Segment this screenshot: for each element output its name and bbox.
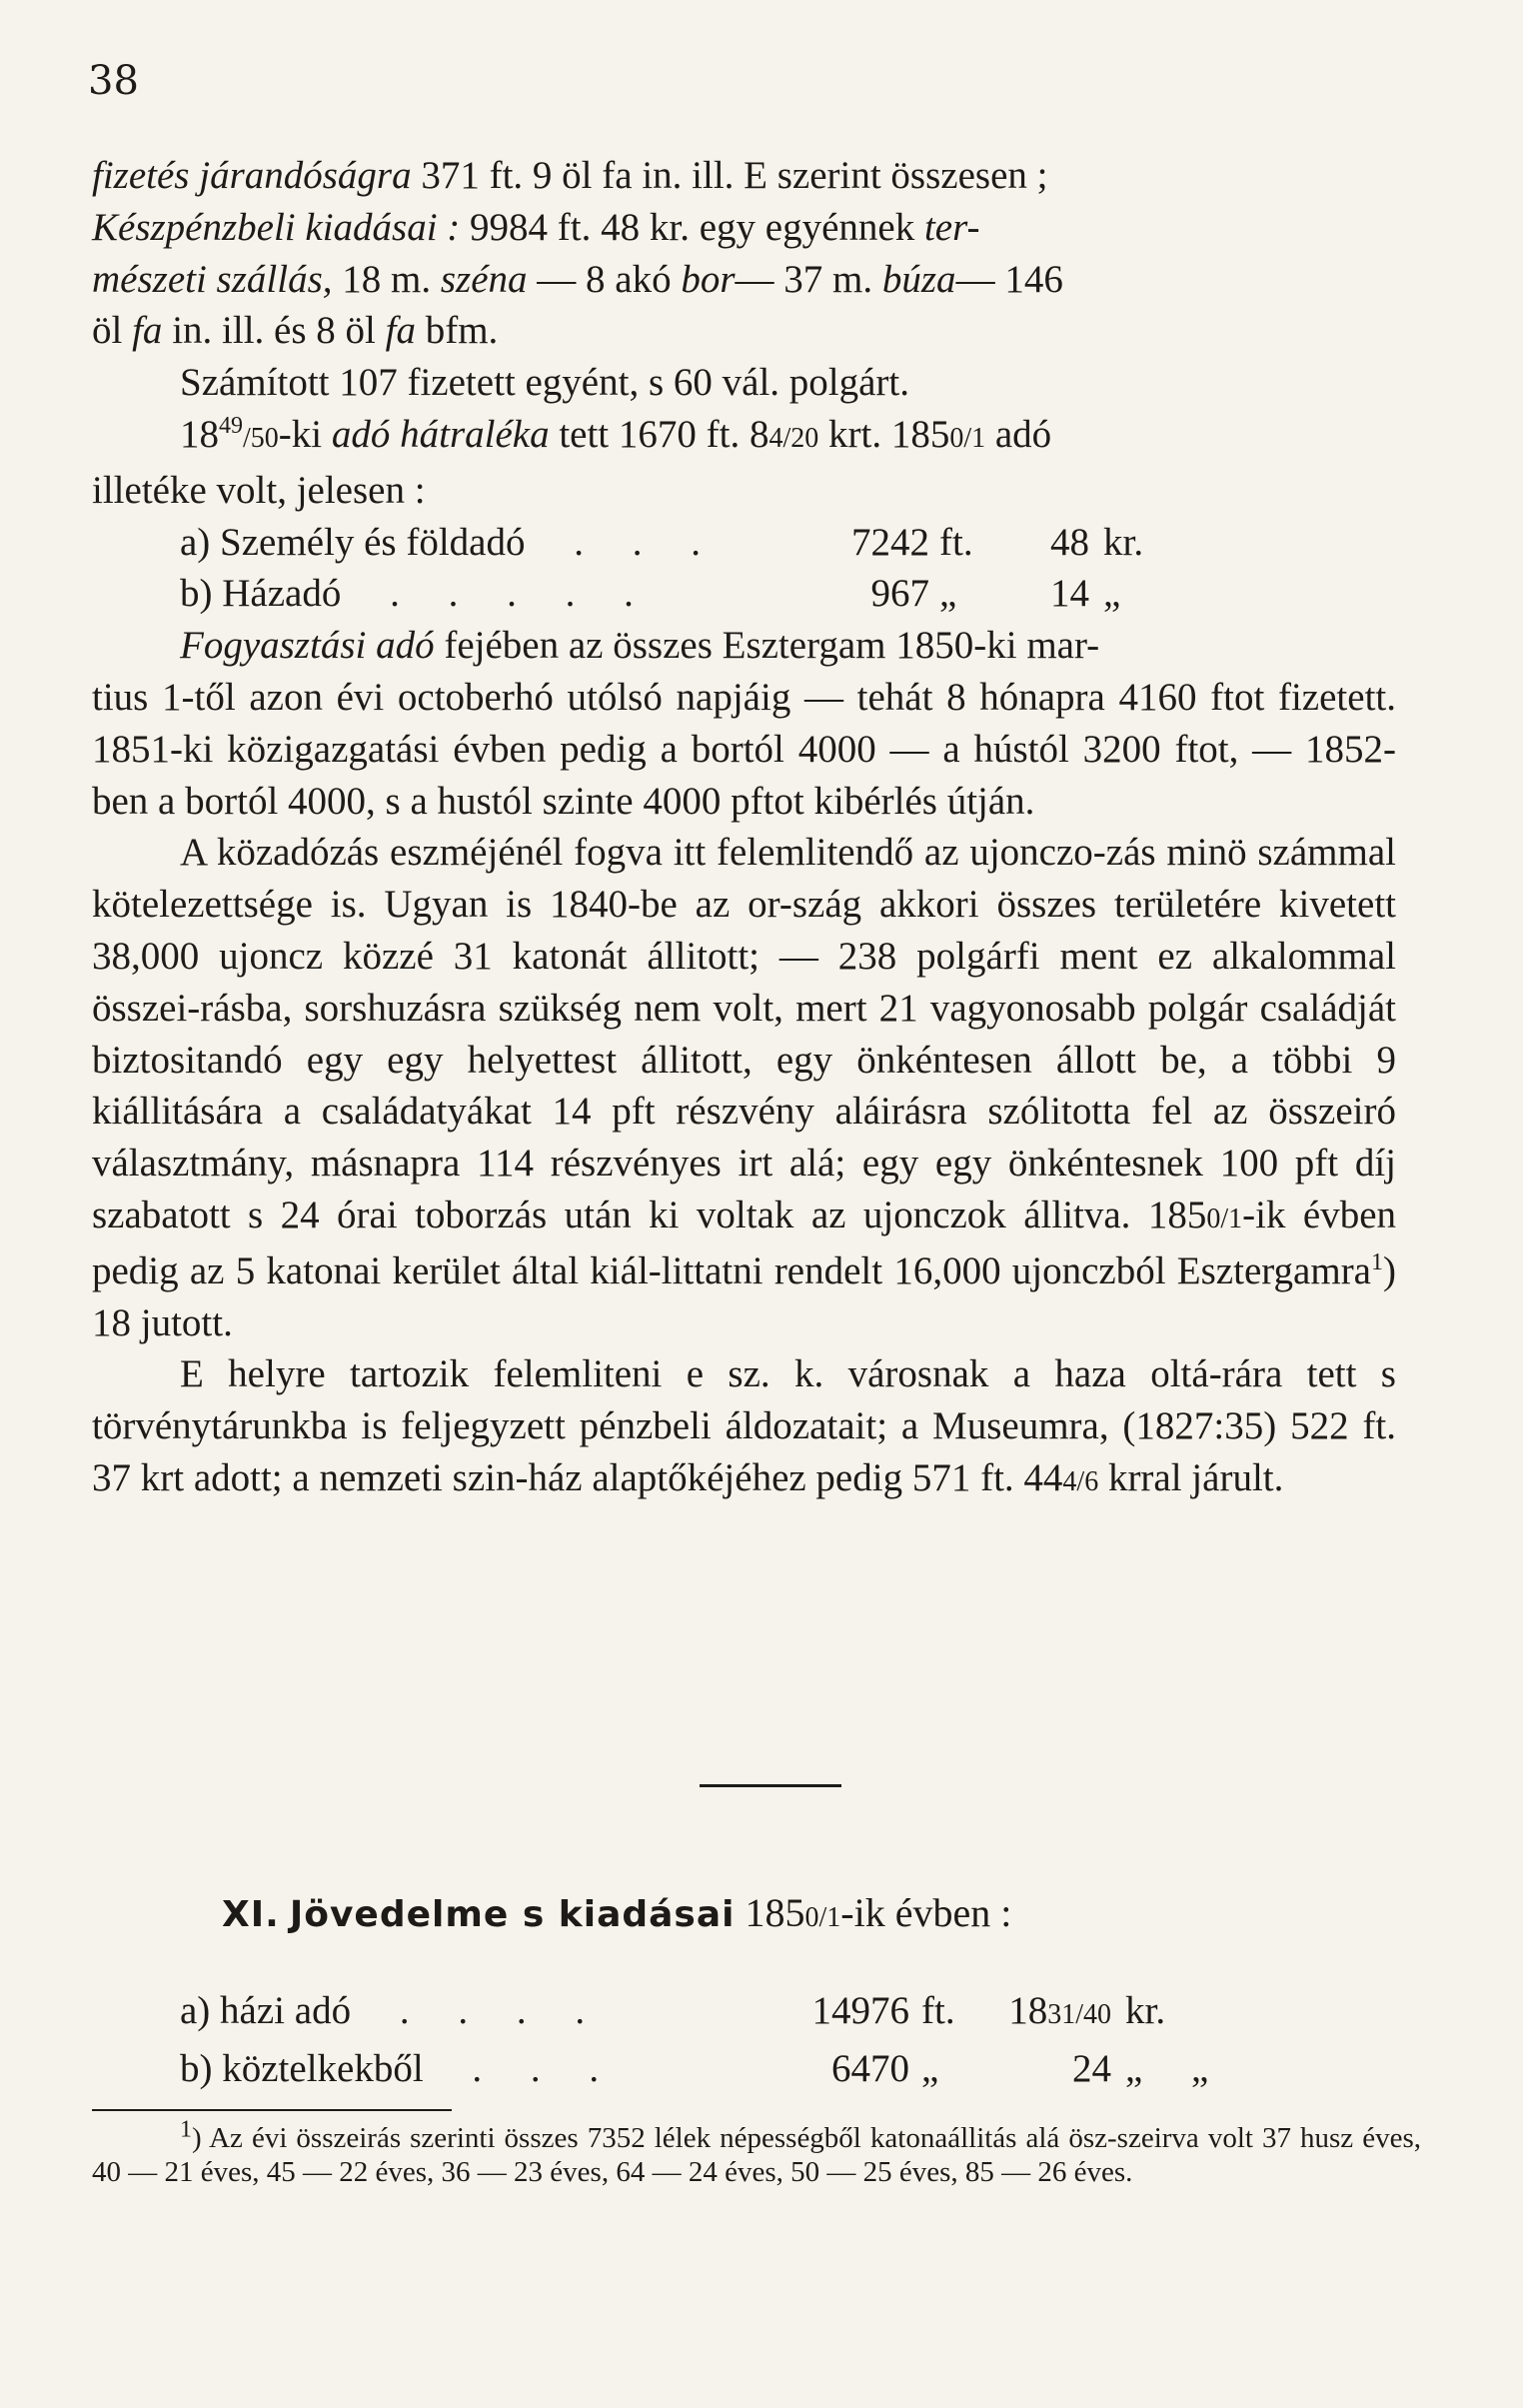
row-unit: „: [939, 572, 957, 616]
italic-term: bor: [681, 257, 736, 301]
paragraph: [92, 620, 1396, 672]
tax-row: [180, 517, 1396, 569]
text-run: fejében az összes Esztergam 1850-ki mar-: [434, 624, 1100, 668]
superscript: 4: [768, 422, 783, 454]
italic-term: Fogyasztási adó: [180, 624, 435, 668]
value-int: 18: [1008, 1989, 1048, 2032]
paragraph: [92, 409, 1396, 465]
footnote-marker: 1: [180, 2116, 192, 2143]
row-unit: kr.: [1125, 1989, 1166, 2032]
fraction-slash: /: [1075, 1999, 1083, 2030]
subscript: 20: [790, 422, 819, 454]
text-run: krral járult.: [1098, 1455, 1284, 1499]
section-title: Jövedelme s kiadásai: [289, 1894, 736, 1935]
fraction-slash: /: [818, 1902, 827, 1933]
superscript: 0: [804, 1902, 819, 1933]
text-run: öl: [92, 309, 133, 353]
superscript: 31: [1047, 1999, 1076, 2030]
superscript: 49: [219, 412, 243, 439]
text-run: E helyre tartozik felemliteni e sz. k. városnak a haza oltá-rára tett s törvénytárunkba is feljegyzett pénzbeli áldozatait; a Museumra, (1827:35) 522 ft. 37 krt adott; a nemzeti szin-ház alaptőkéjéhez pedig 571 ft. 44: [92, 1352, 1396, 1499]
footnote-text: [92, 2116, 1421, 2189]
subscript: 1: [971, 422, 986, 454]
text-run: 185: [735, 1890, 805, 1935]
superscript: 4: [1062, 1465, 1077, 1497]
footnote: [92, 2116, 1421, 2189]
italic-term: fa: [385, 309, 416, 353]
subscript: 1: [826, 1902, 841, 1933]
subscript: 50: [250, 422, 279, 454]
text-run: A közadózás eszméjénél fogva itt felemlitendő az ujonczo-zás minö számmal kötelezettsége is. Ugyan is 1840-be az or-szág akkori összes területére kivetett 38,000 ujoncz közzé 31 katonát állitott; — 238 polgárfi ment ez alkalommal összei-rásba, sorshuzásra szükség nem volt, mert 21 vagyonosabb polgár családját biztositandó egy egy helyettest állitott, egy önkéntesen állott be, a többi 9 kiállitására a családatyákat 14 pft részvény aláirásra szólitotta fel az összeiró választmány, másnapra 114 részvényes irt alá; egy egy önkéntesnek 100 pft díj szabatott s 24 órai toborzás után ki voltak az ujonczok állitva. 185: [92, 831, 1396, 1236]
table-row: [180, 2042, 1215, 2096]
row-unit: kr.: [1103, 520, 1144, 564]
fraction-slash: /: [963, 422, 972, 454]
text-run: adó: [985, 412, 1052, 456]
text-run: 18 m.: [332, 257, 441, 301]
row-value: 6470: [831, 2047, 909, 2090]
row-unit: ft.: [939, 520, 973, 564]
superscript: 0: [1206, 1203, 1221, 1234]
text-run: in. ill. és 8 öl: [162, 309, 386, 353]
body-text: [92, 150, 1396, 1508]
paragraph: [92, 827, 1396, 1348]
subscript: 1: [1228, 1203, 1243, 1234]
row-unit: „: [1103, 572, 1121, 616]
row-label: b) Házadó . . . . .: [180, 572, 634, 616]
footnote-rule: [92, 2109, 452, 2111]
row-value: 24: [1072, 2047, 1111, 2090]
section-divider: [700, 1784, 841, 1787]
row-unit: „: [921, 2047, 939, 2090]
tax-row: [180, 568, 1396, 620]
text-run: -ik évben pedig az 5 katonai kerület által kiál-littatni rendelt 16,000 ujonczból Esztergamra: [92, 1193, 1396, 1292]
text-run: 18: [180, 412, 219, 456]
text-run: — 146: [955, 257, 1063, 301]
section-numeral: XI.: [222, 1894, 280, 1935]
paragraph: [92, 1348, 1396, 1507]
text-run: bfm.: [415, 309, 499, 353]
row-value: 967: [870, 572, 929, 616]
italic-term: mészeti szállás,: [92, 257, 333, 301]
income-table: [180, 1984, 1215, 2096]
footnote-reference: 1: [1371, 1248, 1383, 1275]
paragraph: tius 1-től azon évi octoberhó utólsó napjáig — tehát 8 hónapra 4160 ftot fizetett. 1851-ki közigazgatási évben pedig a bortól 4000 — a hústól 3200 ftot, — 1852-ben a bortól 4000, s a hustól szinte 4000 pftot kibérlés útján.: [92, 675, 1396, 823]
italic-term: ter-: [923, 205, 980, 249]
row-label: a) házi adó . . . .: [180, 1989, 586, 2032]
row-value: 7242: [851, 520, 929, 564]
paragraph: illetéke volt, jelesen :: [92, 468, 426, 512]
page-number: 38: [88, 58, 139, 104]
text-run: 9984 ft. 48 kr. egy egyénnek: [460, 205, 924, 249]
row-value: 14: [1050, 572, 1089, 616]
paragraph: [92, 202, 1396, 254]
fraction-slash: /: [1076, 1465, 1085, 1497]
row-value: 14976: [811, 1989, 909, 2032]
subscript: 40: [1083, 1999, 1111, 2030]
paragraph: [92, 305, 1396, 357]
row-value: 48: [1050, 520, 1089, 564]
subscript: 6: [1084, 1465, 1099, 1497]
italic-term: búza: [881, 257, 956, 301]
row-label: a) Személy és földadó . . .: [180, 520, 701, 564]
text-run: ) 18 jutott.: [92, 1248, 1396, 1344]
text-run: -ik évben :: [840, 1890, 1012, 1935]
text-run: — 8 akó: [527, 257, 682, 301]
italic-term: adó hátraléka: [331, 412, 550, 456]
italic-term: fizetés járandóságra: [92, 154, 412, 197]
row-value: [991, 1984, 1111, 2042]
paragraph: [92, 150, 1396, 202]
section-heading: [222, 1889, 1011, 1936]
row-unit: ft.: [921, 1989, 955, 2032]
text-run: — 37 m.: [735, 257, 882, 301]
italic-term: fa: [132, 309, 163, 353]
text-run: -ki: [278, 412, 332, 456]
fraction-slash: /: [782, 422, 791, 454]
italic-term: széna: [440, 257, 528, 301]
text-run: 371 ft. 9 öl fa in. ill. E szerint összesen ;: [411, 154, 1048, 197]
row-unit: „ „: [1125, 2047, 1209, 2090]
row-label: b) köztelkekből . . .: [180, 2047, 600, 2090]
fraction-slash: /: [1220, 1203, 1229, 1234]
table-row: [180, 1984, 1215, 2042]
paragraph: Számított 107 fizetett egyént, s 60 vál. polgárt.: [180, 361, 909, 405]
fraction-slash: /: [243, 422, 251, 454]
superscript: 0: [949, 422, 964, 454]
text-run: ) Az évi összeirás szerinti összes 7352 lélek népességből katonaállitás alá ösz-szeirva volt 37 husz éves, 40 — 21 éves, 45 — 22 éves, 36 — 23 éves, 64 — 24 éves, 50 — 25 éves, 85 — 26 éves.: [92, 2122, 1421, 2188]
text-run: krt. 185: [818, 412, 950, 456]
italic-term: Készpénzbeli kiadásai :: [92, 205, 461, 249]
paragraph: [92, 254, 1396, 306]
text-run: tett 1670 ft. 8: [549, 412, 769, 456]
